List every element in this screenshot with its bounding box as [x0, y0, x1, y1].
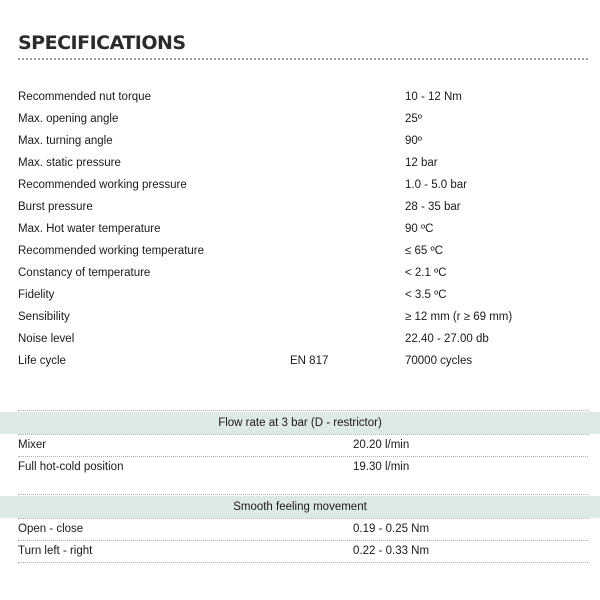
spec-standard: EN 817	[290, 355, 329, 367]
spec-label: Max. turning angle	[18, 135, 113, 147]
spec-value: < 2.1 ºC	[405, 267, 447, 279]
spec-row	[0, 108, 600, 130]
flow-label: Full hot-cold position	[18, 461, 124, 473]
spec-value: 12 bar	[405, 157, 438, 169]
spec-label: Max. Hot water temperature	[18, 223, 161, 235]
spec-value: 90 ºC	[405, 223, 434, 235]
flow-value: 19.30 l/min	[353, 461, 410, 473]
section-divider	[18, 494, 588, 495]
spec-row	[0, 350, 600, 372]
spec-value: 90º	[405, 135, 422, 147]
flow-value: 20.20 l/min	[353, 439, 410, 451]
spec-label: Noise level	[18, 333, 75, 345]
spec-row	[0, 240, 600, 262]
flow-label: Mixer	[18, 439, 47, 451]
spec-value: 25º	[405, 113, 422, 125]
section-divider	[18, 410, 588, 411]
flow-section-title: Flow rate at 3 bar (D - restrictor)	[218, 417, 382, 429]
movement-row	[0, 518, 600, 540]
spec-row	[0, 328, 600, 350]
page-title: SPECIFICATIONS	[18, 32, 186, 54]
movement-row	[0, 540, 600, 562]
spec-label: Fidelity	[18, 289, 55, 301]
title-divider	[18, 58, 588, 60]
spec-label: Burst pressure	[18, 201, 93, 213]
spec-label: Constancy of temperature	[18, 267, 151, 279]
spec-value: 28 - 35 bar	[405, 201, 461, 213]
spec-row	[0, 196, 600, 218]
spec-label: Sensibility	[18, 311, 70, 323]
spec-value: 22.40 - 27.00 db	[405, 333, 489, 345]
row-divider	[18, 562, 588, 563]
spec-value: < 3.5 ºC	[405, 289, 447, 301]
movement-section-title: Smooth feeling movement	[233, 501, 367, 513]
spec-label: Recommended working temperature	[18, 245, 205, 257]
spec-label: Recommended working pressure	[18, 179, 187, 191]
spec-row	[0, 306, 600, 328]
movement-label: Turn left - right	[18, 545, 93, 557]
flow-row	[0, 434, 600, 456]
spec-row	[0, 86, 600, 108]
spec-row	[0, 130, 600, 152]
spec-row	[0, 262, 600, 284]
spec-label: Recommended nut torque	[18, 91, 151, 103]
spec-value: 70000 cycles	[405, 355, 473, 367]
spec-value: ≥ 12 mm (r ≥ 69 mm)	[405, 311, 513, 323]
spec-row	[0, 284, 600, 306]
spec-row	[0, 174, 600, 196]
spec-label: Max. opening angle	[18, 113, 119, 125]
spec-row	[0, 152, 600, 174]
spec-label: Life cycle	[18, 355, 66, 367]
spec-value: ≤ 65 ºC	[405, 245, 443, 257]
movement-label: Open - close	[18, 523, 84, 535]
spec-label: Max. static pressure	[18, 157, 121, 169]
spec-row	[0, 218, 600, 240]
spec-value: 1.0 - 5.0 bar	[405, 179, 468, 191]
flow-row	[0, 456, 600, 478]
spec-value: 10 - 12 Nm	[405, 91, 462, 103]
movement-value: 0.22 - 0.33 Nm	[353, 545, 430, 557]
movement-value: 0.19 - 0.25 Nm	[353, 523, 430, 535]
